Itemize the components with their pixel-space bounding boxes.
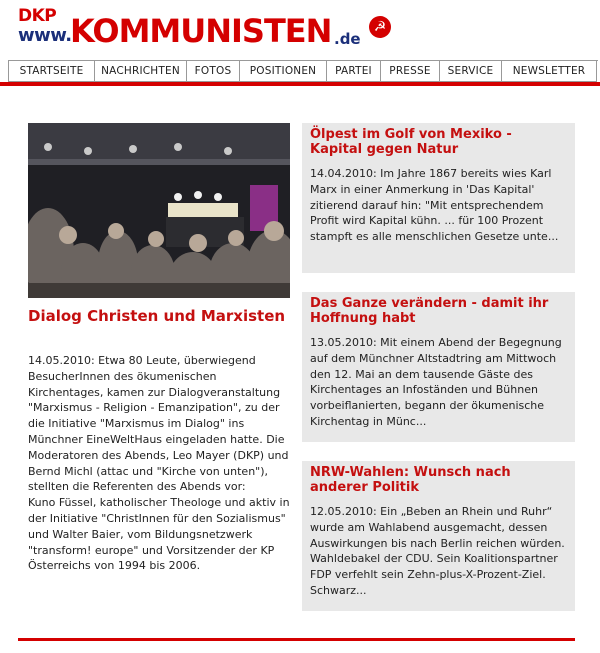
nav-positionen[interactable]: POSITIONEN [239, 61, 327, 82]
lead-photo[interactable] [28, 123, 290, 298]
site-logo[interactable] [14, 6, 387, 54]
news-card-2 [302, 292, 575, 442]
lead-headline[interactable]: Dialog Christen und Marxisten [28, 307, 286, 325]
logo-tld: .de [334, 30, 361, 48]
news-card-text: 14.04.2010: Im Jahre 1867 bereits wies Karl Marx in einer Anmerkung in 'Das Kapital' zitierend darauf hin: "Mit entsprechendem Profit wird Kapital kühn. ... für 100 Prozent stampft es alle menschlichen Gesetze unte... [310, 167, 559, 244]
nav-nachrichten[interactable]: NACHRICHTEN [94, 61, 187, 82]
nav-startseite[interactable]: STARTSEITE [8, 61, 95, 82]
news-card-title[interactable]: NRW-Wahlen: Wunsch nach anderer Politik [310, 465, 511, 495]
site-header [0, 0, 600, 58]
lead-paragraph-2: Kuno Füssel, katholischer Theologe und aktiv in der Initiative "ChristInnen für den Sozialismus" und Walter Baier, vom Bildungsnetzwerk "transform! europe" und Vorsitzender der KP Österreichs von 1994 bis 2006. [28, 496, 290, 573]
news-card-text: 12.05.2010: Ein „Beben an Rhein und Ruhr“ wurde am Wahlabend ausgemacht, dessen Auswirkungen bis nach Berlin reichen würden. Wahldebakel der CDU. Sein Koalitionspartner FDP verfehlt sein Zehn-plus-X-Prozent-Ziel. Schwarz... [310, 505, 565, 597]
nav-newsletter[interactable]: NEWSLETTER [501, 61, 597, 82]
nav-presse[interactable]: PRESSE [380, 61, 440, 82]
hammer-sickle-icon: ☭ [369, 16, 391, 38]
logo-brand: KOMMUNISTEN [70, 12, 332, 50]
news-card-text: 13.05.2010: Mit einem Abend der Begegnung auf dem Münchner Altstadtring am Mittwoch den 12. Mai an dem tausende Gäste des Kirchentages an Infoständen und Bühnen vorbeiflanierten, begann der ökumenische Kirchentag in Münc... [310, 336, 562, 428]
logo-dkp: DKP [18, 6, 57, 26]
lead-body [28, 353, 290, 574]
news-card-title[interactable]: Ölpest im Golf von Mexiko - Kapital gegen Natur [310, 127, 512, 157]
nav-partei[interactable]: PARTEI [326, 61, 381, 82]
news-card-title[interactable]: Das Ganze verändern - damit ihr Hoffnung habt [310, 296, 549, 326]
news-card-3 [302, 461, 575, 611]
lead-photo-illustration [28, 123, 290, 298]
nav-fotos[interactable]: FOTOS [186, 61, 240, 82]
lead-paragraph-1: 14.05.2010: Etwa 80 Leute, überwiegend BesucherInnen des ökumenischen Kirchentages, kamen zur Dialogveranstaltung "Marxismus - Religion - Emanzipation", zu der die Initiative "Marxismus im Dialog" ins Münchner EineWeltHaus eingeladen hatte. Die Moderatoren des Abends, Leo Mayer (DKP) und Bernd Michl (attac und "Kirche von unten"), stellten die Referenten des Abends vor: [28, 354, 289, 494]
news-card-1 [302, 123, 575, 273]
main-nav [8, 60, 598, 83]
nav-service[interactable]: SERVICE [439, 61, 502, 82]
footer-divider [18, 638, 575, 641]
header-divider [0, 82, 600, 86]
logo-www: www. [18, 25, 72, 46]
